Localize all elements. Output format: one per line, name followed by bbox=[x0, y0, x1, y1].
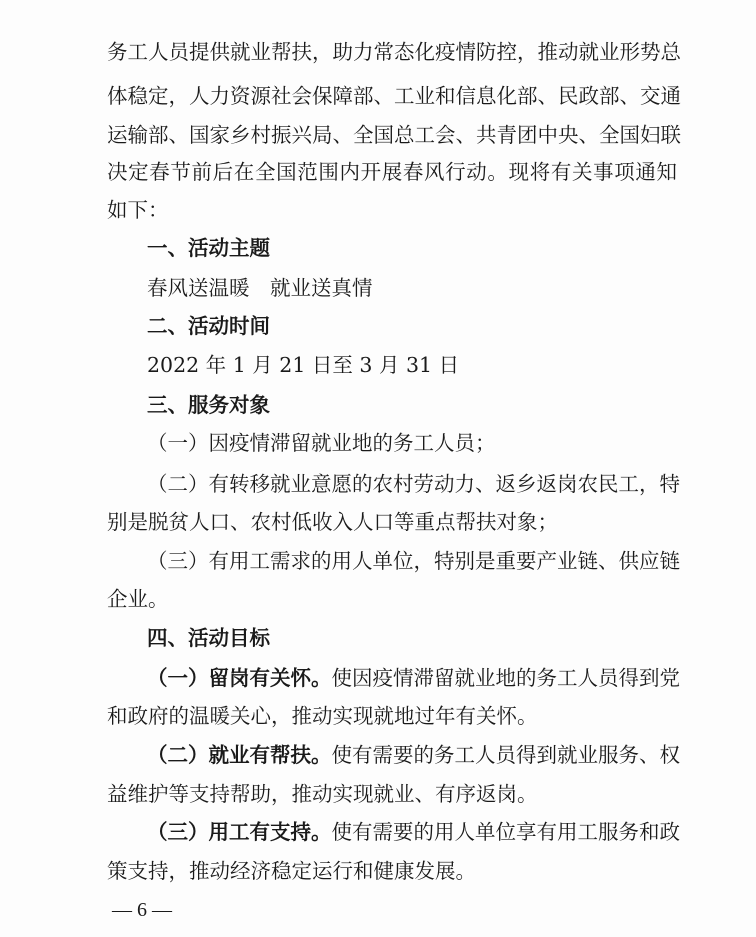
target-item-2-line-2: 别是脱贫人口、农村低收入人口等重点帮扶对象； bbox=[107, 510, 558, 534]
goal-item-1-lead: （一）留岗有关怀。 bbox=[147, 666, 332, 690]
goal-item-3-line-2: 策支持，推动经济稳定运行和健康发展。 bbox=[107, 859, 476, 883]
goal-item-2-lead: （二）就业有帮扶。 bbox=[147, 743, 332, 767]
section-heading-targets: 三、服务对象 bbox=[147, 393, 270, 417]
section-text-theme: 春风送温暖 就业送真情 bbox=[147, 276, 373, 300]
goal-item-3-lead: （三）用工有支持。 bbox=[147, 820, 332, 844]
intro-line-4: 决定春节前后在全国范围内开展春风行动。现将有关事项通知 bbox=[107, 160, 677, 184]
section-heading-time: 二、活动时间 bbox=[147, 314, 270, 338]
intro-line-1: 务工人员提供就业帮扶，助力常态化疫情防控，推动就业形势总 bbox=[107, 40, 681, 64]
section-heading-theme: 一、活动主题 bbox=[147, 236, 270, 260]
goal-item-3-rest: 使有需要的用人单位享有用工服务和政 bbox=[331, 820, 680, 844]
section-heading-goals: 四、活动目标 bbox=[147, 626, 270, 650]
goal-item-1-line-2: 和政府的温暖关心，推动实现就地过年有关怀。 bbox=[107, 704, 538, 728]
section-text-time: 2022 年 1 月 21 日至 3 月 31 日 bbox=[147, 353, 460, 377]
target-item-2-line-1: （二）有转移就业意愿的农村劳动力、返乡返岗农民工，特 bbox=[147, 472, 680, 496]
goal-item-2-line-1 bbox=[147, 741, 680, 769]
intro-line-5: 如下： bbox=[107, 198, 169, 222]
goal-item-2-line-2: 益维护等支持帮助，推动实现就业、有序返岗。 bbox=[107, 782, 538, 806]
target-item-1: （一）因疫情滞留就业地的务工人员； bbox=[147, 431, 496, 455]
target-item-3-line-1: （三）有用工需求的用人单位，特别是重要产业链、供应链 bbox=[147, 549, 680, 573]
target-item-3-line-2: 企业。 bbox=[107, 587, 169, 611]
goal-item-1-rest: 使因疫情滞留就业地的务工人员得到党 bbox=[331, 666, 680, 690]
goal-item-3-line-1 bbox=[147, 818, 680, 846]
intro-line-3: 运输部、国家乡村振兴局、全国总工会、共青团中央、全国妇联 bbox=[107, 123, 681, 147]
goal-item-2-rest: 使有需要的务工人员得到就业服务、权 bbox=[331, 743, 680, 767]
goal-item-1-line-1 bbox=[147, 664, 680, 692]
page-number: — 6 — bbox=[112, 899, 172, 921]
intro-line-2: 体稳定，人力资源社会保障部、工业和信息化部、民政部、交通 bbox=[107, 84, 681, 108]
